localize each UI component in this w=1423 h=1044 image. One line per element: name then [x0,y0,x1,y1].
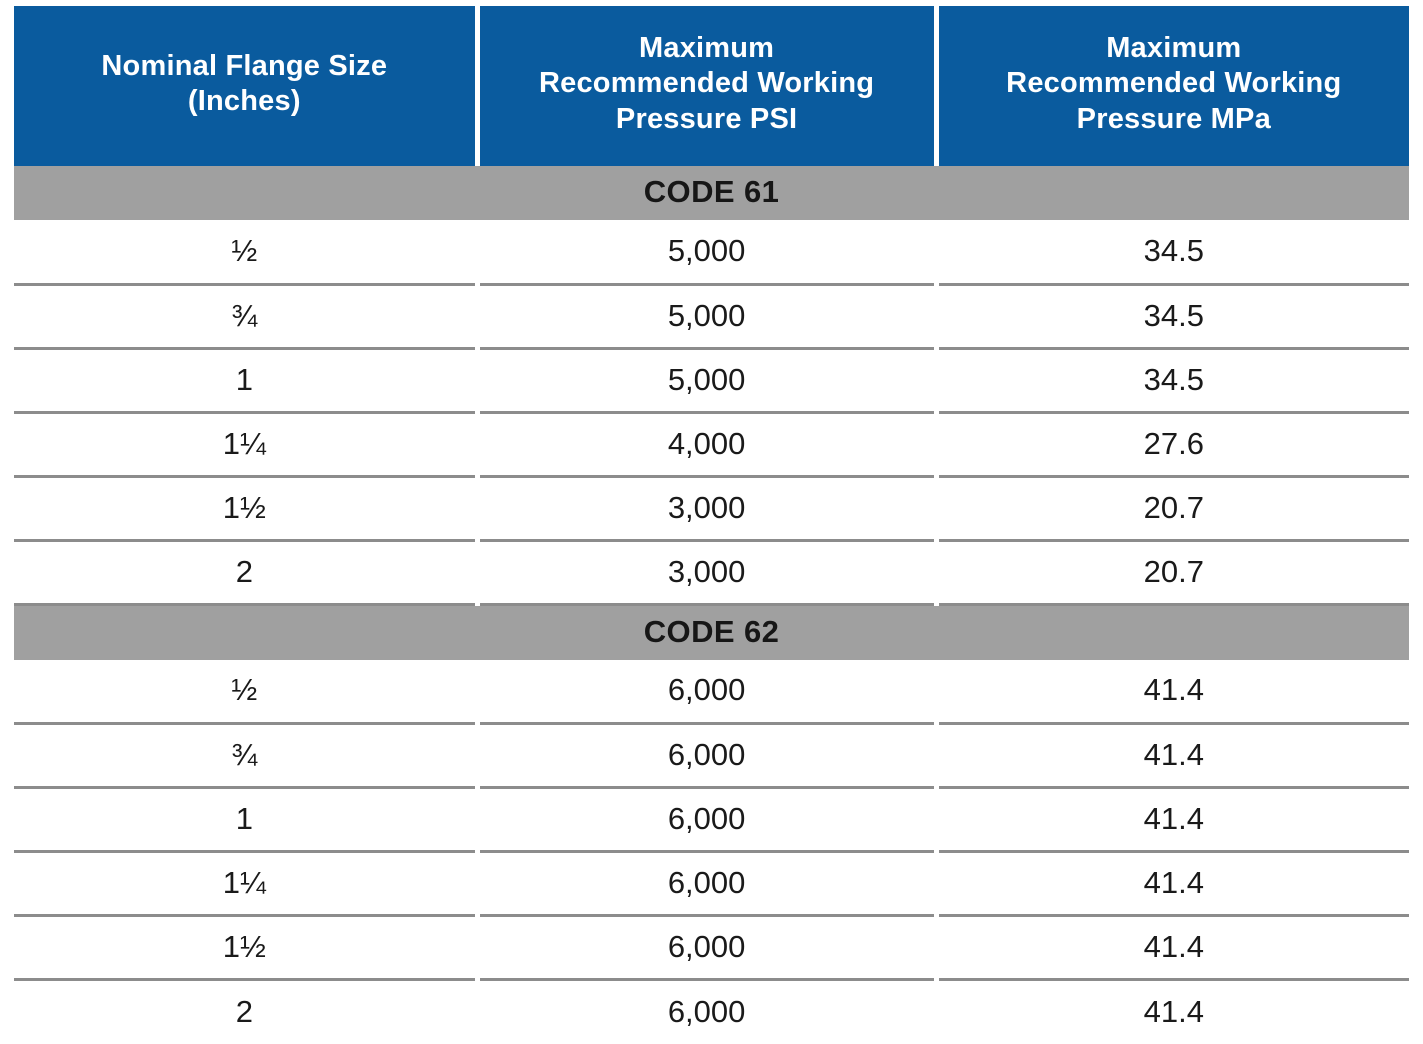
table-row [14,660,1409,724]
section-header-row [14,604,1409,660]
cell-flange-size: 1½ [14,916,477,980]
table-row [14,476,1409,540]
cell-pressure-psi: 6,000 [477,980,936,1044]
column-header-nominal-flange-size [14,6,477,166]
cell-pressure-psi: 6,000 [477,916,936,980]
table-row [14,540,1409,604]
cell-pressure-mpa: 41.4 [936,980,1409,1044]
cell-pressure-mpa: 20.7 [936,540,1409,604]
table-header-row [14,6,1409,166]
table-body [14,166,1409,1044]
cell-pressure-mpa: 34.5 [936,348,1409,412]
cell-pressure-psi: 3,000 [477,540,936,604]
column-header-line: Pressure MPa [1076,102,1271,135]
table-row [14,284,1409,348]
column-header-line: Recommended Working [1006,67,1342,100]
cell-pressure-psi: 6,000 [477,724,936,788]
cell-flange-size: ½ [14,660,477,724]
cell-pressure-psi: 4,000 [477,412,936,476]
table-row [14,788,1409,852]
cell-pressure-psi: 5,000 [477,220,936,284]
column-header-line: Recommended Working [538,67,875,100]
cell-pressure-psi: 5,000 [477,348,936,412]
section-header-row [14,166,1409,220]
table-row [14,412,1409,476]
cell-flange-size: 2 [14,540,477,604]
cell-flange-size: 1 [14,788,477,852]
cell-flange-size: 1¼ [14,412,477,476]
cell-pressure-mpa: 41.4 [936,916,1409,980]
column-header-max-working-pressure-mpa [936,6,1409,166]
cell-pressure-mpa: 34.5 [936,284,1409,348]
cell-flange-size: 1½ [14,476,477,540]
cell-pressure-psi: 5,000 [477,284,936,348]
cell-flange-size: 1 [14,348,477,412]
table-header [14,6,1409,166]
cell-pressure-psi: 6,000 [477,788,936,852]
column-header-line: Maximum [1106,31,1242,64]
cell-pressure-mpa: 20.7 [936,476,1409,540]
column-header-line: Maximum [639,31,775,64]
cell-flange-size: ¾ [14,724,477,788]
section-title: CODE 62 [14,604,1409,660]
cell-pressure-mpa: 34.5 [936,220,1409,284]
cell-flange-size: ½ [14,220,477,284]
column-header-max-working-pressure-psi [477,6,936,166]
cell-pressure-mpa: 27.6 [936,412,1409,476]
cell-pressure-psi: 6,000 [477,852,936,916]
cell-pressure-psi: 3,000 [477,476,936,540]
table-row [14,348,1409,412]
table-row [14,916,1409,980]
table-row [14,724,1409,788]
pressure-rating-table [14,6,1409,1044]
cell-pressure-mpa: 41.4 [936,852,1409,916]
cell-flange-size: 1¼ [14,852,477,916]
cell-pressure-mpa: 41.4 [936,724,1409,788]
cell-flange-size: ¾ [14,284,477,348]
table-row [14,220,1409,284]
section-title: CODE 61 [14,166,1409,220]
cell-pressure-mpa: 41.4 [936,788,1409,852]
cell-pressure-psi: 6,000 [477,660,936,724]
column-header-line: Pressure PSI [615,102,798,135]
cell-flange-size: 2 [14,980,477,1044]
cell-pressure-mpa: 41.4 [936,660,1409,724]
column-header-line: (Inches) [187,85,301,117]
table-row [14,852,1409,916]
table-row [14,980,1409,1044]
column-header-line: Nominal Flange Size [101,49,388,82]
